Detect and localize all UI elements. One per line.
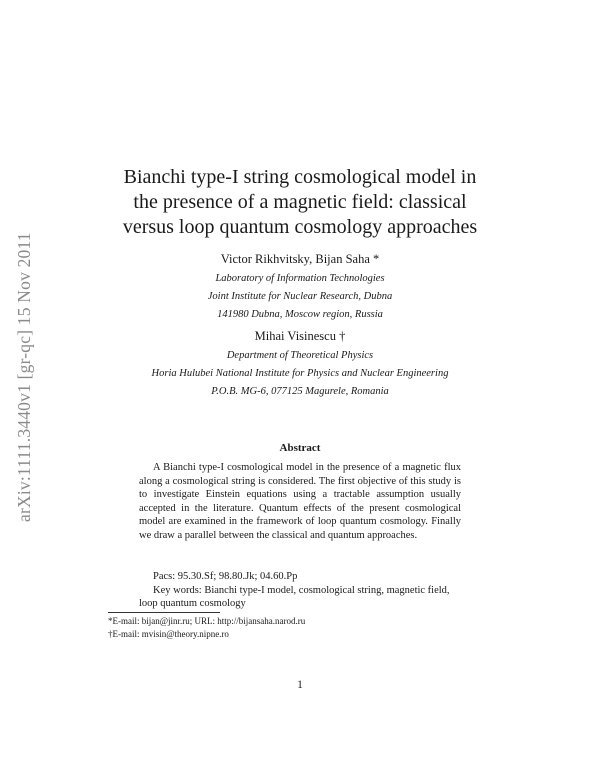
affiliation-1-line-3: 141980 Dubna, Moscow region, Russia: [217, 309, 383, 320]
title-line-1: Bianchi type-I string cosmological model in: [123, 166, 477, 188]
affiliation-2-line-3: P.O.B. MG-6, 077125 Magurele, Romania: [211, 386, 389, 397]
abstract-heading: Abstract: [279, 442, 321, 454]
classification-block: [139, 570, 461, 611]
abstract-body: [139, 461, 461, 543]
title-line-3: versus loop quantum cosmology approaches: [122, 216, 478, 238]
authors-group-1: Victor Rikhvitsky, Bijan Saha *: [220, 252, 380, 266]
footnote-2: †E-mail: mvisin@theory.nipne.ro: [108, 629, 229, 639]
title-line-2: the presence of a magnetic field: classical: [133, 191, 467, 213]
keywords: Key words: Bianchi type-I model, cosmological string, magnetic field, loop quantum cosmology: [139, 584, 450, 610]
footnote-rule: [108, 612, 220, 613]
affiliation-2-line-2: Horia Hulubei National Institute for Physics and Nuclear Engineering: [151, 368, 449, 379]
arxiv-identifier-stamp: arXiv:1111.3440v1 [gr-qc] 15 Nov 2011: [14, 232, 34, 522]
paper-title: [100, 165, 500, 240]
abstract-paragraph: A Bianchi type-I cosmological model in the presence of a magnetic flux along a cosmological string is considered. The first objective of this study is to investigate Einstein equations using a tractable assumption usually accepted in the literature. Quantum effects of the present cosmological model are examined in the framework of loop quantum cosmology. Finally we draw a parallel between the classical and quantum approaches.: [139, 462, 461, 541]
page-number: 1: [297, 679, 303, 691]
authors-group-2: Mihai Visinescu †: [254, 329, 346, 343]
affiliation-1-line-2: Joint Institute for Nuclear Research, Dubna: [207, 291, 393, 302]
footnote-1: *E-mail: bijan@jinr.ru; URL: http://bijansaha.narod.ru: [108, 616, 306, 626]
pacs-codes: Pacs: 95.30.Sf; 98.80.Jk; 04.60.Pp: [153, 571, 298, 582]
affiliation-1-line-1: Laboratory of Information Technologies: [215, 273, 385, 284]
affiliation-2-line-1: Department of Theoretical Physics: [226, 350, 374, 361]
